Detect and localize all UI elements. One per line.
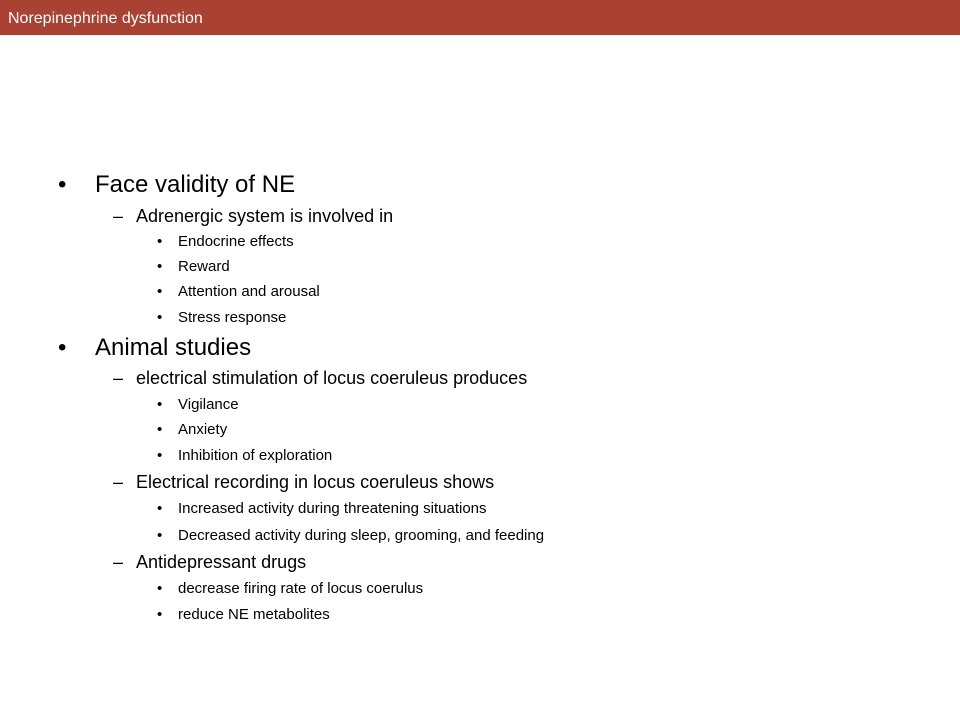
sub-bullet-text: electrical stimulation of locus coeruleus produces: [136, 368, 528, 388]
bullet-marker: •: [157, 283, 163, 300]
dash-marker: –: [113, 472, 124, 492]
bullet-marker: •: [157, 527, 163, 544]
dash-marker: –: [113, 206, 124, 226]
list-item-text: Decreased activity during sleep, grooming, and feeding: [178, 527, 545, 544]
bullet-heading-text: Animal studies: [95, 334, 252, 361]
list-item-text: Inhibition of exploration: [178, 447, 333, 464]
bullet-marker: •: [157, 396, 163, 413]
list-item-text: Increased activity during threatening situations: [178, 500, 487, 517]
bullet-marker: •: [157, 500, 163, 517]
list-item-text: Anxiety: [178, 421, 228, 438]
dash-marker: –: [113, 368, 124, 388]
list-item-text: Stress response: [178, 309, 287, 326]
slide-title: Norepinephrine dysfunction: [8, 10, 203, 27]
bullet-marker: •: [58, 171, 67, 198]
bullet-marker: •: [157, 580, 163, 597]
bullet-marker: •: [157, 606, 163, 623]
list-item-text: reduce NE metabolites: [178, 606, 330, 623]
list-item-text: Vigilance: [178, 396, 239, 413]
bullet-marker: •: [157, 258, 163, 275]
list-item-text: Attention and arousal: [178, 283, 320, 300]
list-item-text: Reward: [178, 258, 230, 275]
sub-bullet-text: Antidepressant drugs: [136, 552, 307, 572]
bullet-marker: •: [157, 447, 163, 464]
bullet-marker: •: [58, 334, 67, 361]
dash-marker: –: [113, 552, 124, 572]
sub-bullet-text: Adrenergic system is involved in: [136, 206, 394, 226]
bullet-marker: •: [157, 421, 163, 438]
bullet-marker: •: [157, 309, 163, 326]
sub-bullet-text: Electrical recording in locus coeruleus shows: [136, 472, 495, 492]
bullet-heading-text: Face validity of NE: [95, 171, 296, 198]
list-item-text: Endocrine effects: [178, 233, 294, 250]
bullet-marker: •: [157, 233, 163, 250]
list-item-text: decrease firing rate of locus coerulus: [178, 580, 424, 597]
